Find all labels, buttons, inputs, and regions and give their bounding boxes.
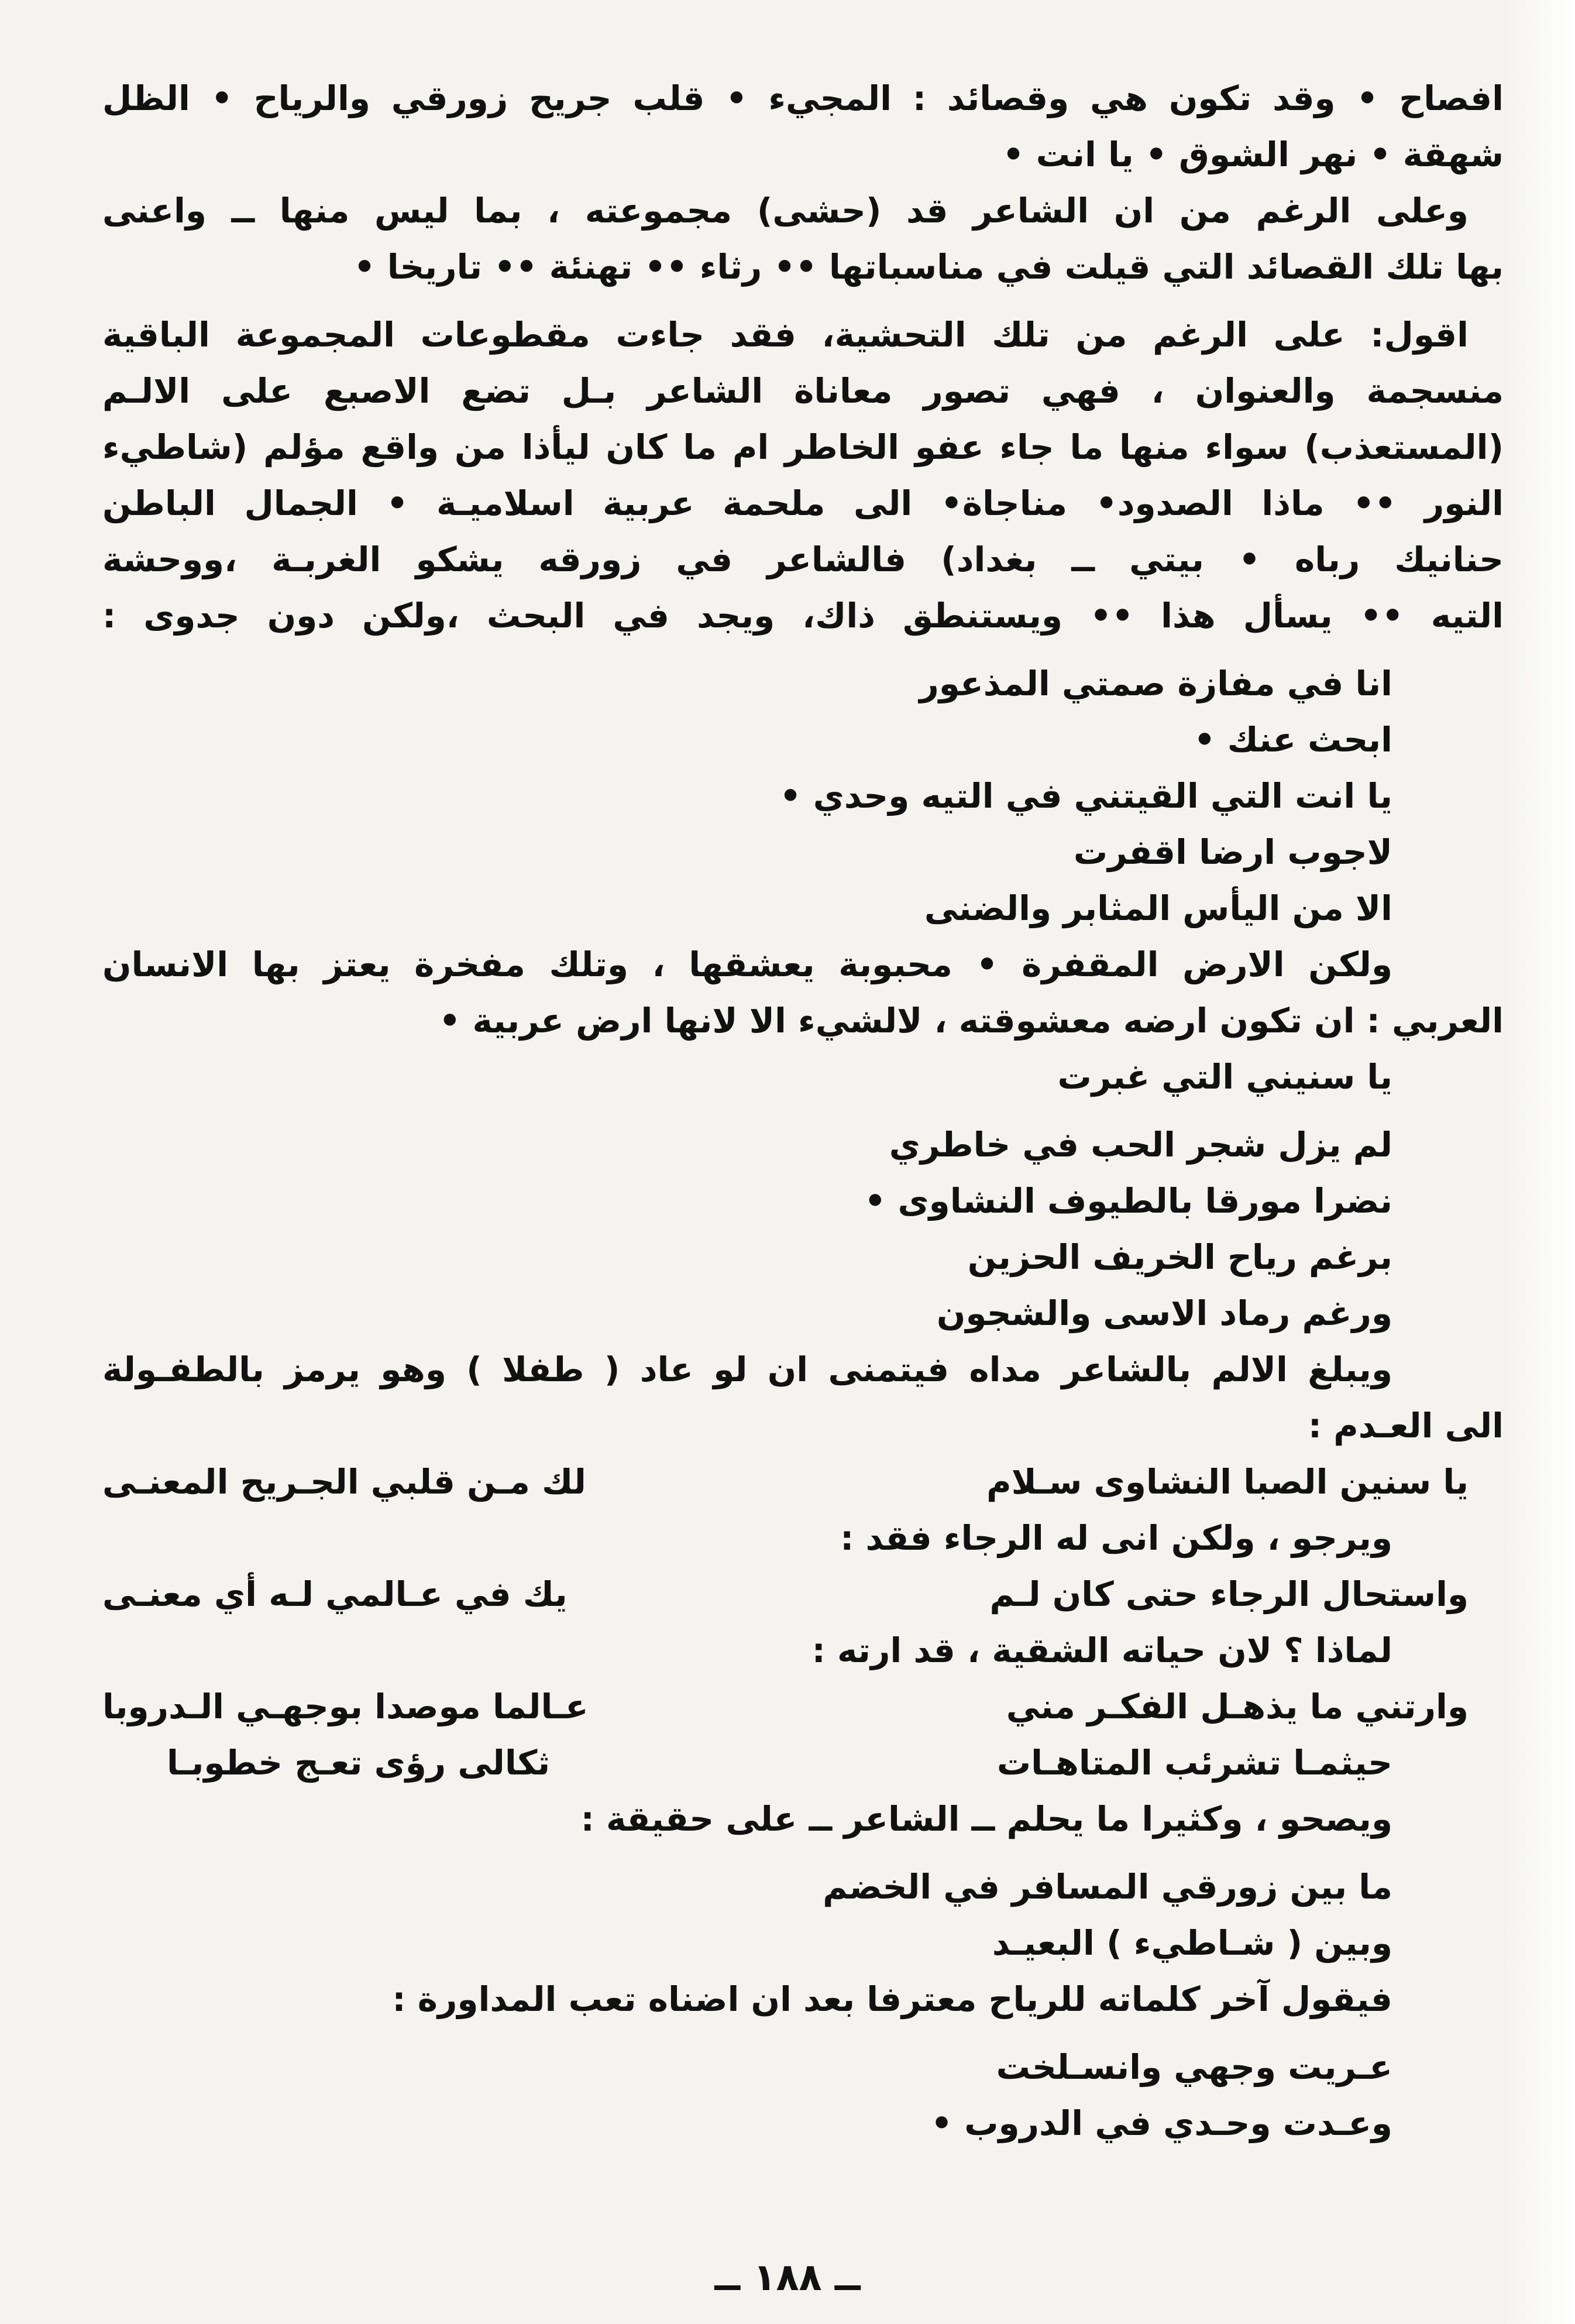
- text-line: حنانيك رباه • بيتي ــ بغداد) فالشاعر في زورقه يشكو الغربـة ،ووحشة: [102, 540, 1504, 579]
- text-line: ويرجو ، ولكن انى له الرجاء فقد :: [840, 1518, 1392, 1558]
- poem-line: عـريت وجهي وانسـلخت: [996, 2047, 1392, 2087]
- text-line: وعلى الرغم من ان الشاعر قد (حشى) مجموعته ، بما ليس منها ــ واعنى: [102, 191, 1469, 231]
- verse-pair: [102, 1678, 1504, 1735]
- text-line: بها تلك القصائد التي قيلت في مناسباتها •• رثاء •• تهنئة •• تاريخا •: [353, 247, 1504, 287]
- text-line: اقول: على الرغم من تلك التحشية، فقد جاءت مقطوعات المجموعة الباقية: [102, 315, 1469, 355]
- verse-second-half: يك في عـالمي لـه أي معنـى: [102, 1574, 568, 1614]
- text-line: العربي : ان تكون ارضه معشوقته ، لالشيء الا لانها ارض عربية •: [439, 1001, 1504, 1041]
- poem-line: يا انت التي القيتني في التيه وحدي •: [779, 776, 1392, 816]
- text-line: النور •• ماذا الصدود• مناجاة• الى ملحمة عربية اسلاميـة • الجمال الباطن: [102, 483, 1504, 523]
- poem-line: لاجوب ارضا اقفرت: [1073, 832, 1392, 872]
- text-line: الى العـدم :: [1308, 1406, 1504, 1446]
- poem-line: يا سنيني التي غبرت: [1057, 1057, 1392, 1097]
- verse-second-half: عـالما موصدا بوجهـي الـدروبا: [102, 1687, 589, 1726]
- poem-line: وبين ( شـاطيء ) البعيـد: [992, 1923, 1392, 1963]
- page-edge: [1505, 0, 1575, 2324]
- poem-line: الا من اليأس المثابر والضنى: [924, 888, 1392, 928]
- page-text: [102, 70, 1504, 2151]
- text-line: ولكن الارض المقفرة • محبوبة يعشقها ، وتلك مفخرة يعتز بها الانسان: [102, 945, 1392, 984]
- poem-line: ورغم رماد الاسى والشجون: [936, 1293, 1392, 1333]
- poem-line: ما بين زورقي المسافر في الخضم: [823, 1867, 1392, 1907]
- verse-second-half: ثكالى رؤى تعـج خطوبـا: [167, 1743, 551, 1783]
- text-line: (المستعذب) سواء منها ما جاء عفو الخاطر ام ما كان ليأذا من واقع مؤلم (شاطيء: [102, 427, 1504, 467]
- text-line: لماذا ؟ لان حياته الشقية ، قد ارته :: [811, 1630, 1392, 1670]
- verse-first-half: وارتني ما يذهـل الفكـر مني: [1006, 1687, 1469, 1726]
- verse-pair: [102, 1566, 1504, 1622]
- text-line: ويصحو ، وكثيرا ما يحلم ــ الشاعر ــ على حقيقة :: [580, 1799, 1392, 1839]
- verse-first-half: يا سنين الصبا النشاوى سـلام: [986, 1462, 1469, 1502]
- page-number: ــ ١٨٨ ــ: [714, 2256, 861, 2299]
- verse-pair: [102, 1454, 1504, 1510]
- poem-line: ابحث عنك •: [1194, 720, 1392, 760]
- poem-line: برغم رياح الخريف الحزين: [967, 1237, 1392, 1277]
- poem-line: انا في مفازة صمتي المذعور: [919, 664, 1392, 703]
- verse-pair: [102, 1735, 1504, 1791]
- text-line: التيه •• يسأل هذا •• ويستنطق ذاك، ويجد في البحث ،ولكن دون جدوى :: [102, 596, 1504, 636]
- text-line: فيقول آخر كلماته للرياح معترفا بعد ان اضناه تعب المداورة :: [392, 1979, 1392, 2019]
- text-line: ويبلغ الالم بالشاعر مداه فيتمنى ان لو عاد ( طفلا ) وهو يرمز بالطفـولة: [102, 1350, 1392, 1389]
- text-line: شهقة • نهر الشوق • يا انت •: [1002, 135, 1504, 174]
- poem-line: وعـدت وحـدي في الدروب •: [930, 2103, 1392, 2143]
- verse-first-half: واستحال الرجاء حتى كان لـم: [989, 1574, 1469, 1614]
- text-line: منسجمة والعنوان ، فهي تصور معاناة الشاعر بـل تضع الاصبع على الالـم: [102, 371, 1504, 411]
- poem-line: لم يزل شجر الحب في خاطري: [889, 1125, 1392, 1165]
- verse-second-half: لك مـن قلبي الجـريح المعنـى: [102, 1462, 586, 1502]
- poem-line: نضرا مورقا بالطيوف النشاوى •: [864, 1181, 1392, 1221]
- text-line: افصاح • وقد تكون هي وقصائد : المجيء • قلب جريح زورقي والرياح • الظل: [102, 78, 1504, 118]
- verse-first-half: حيثمـا تشرئب المتاهـات: [996, 1743, 1392, 1783]
